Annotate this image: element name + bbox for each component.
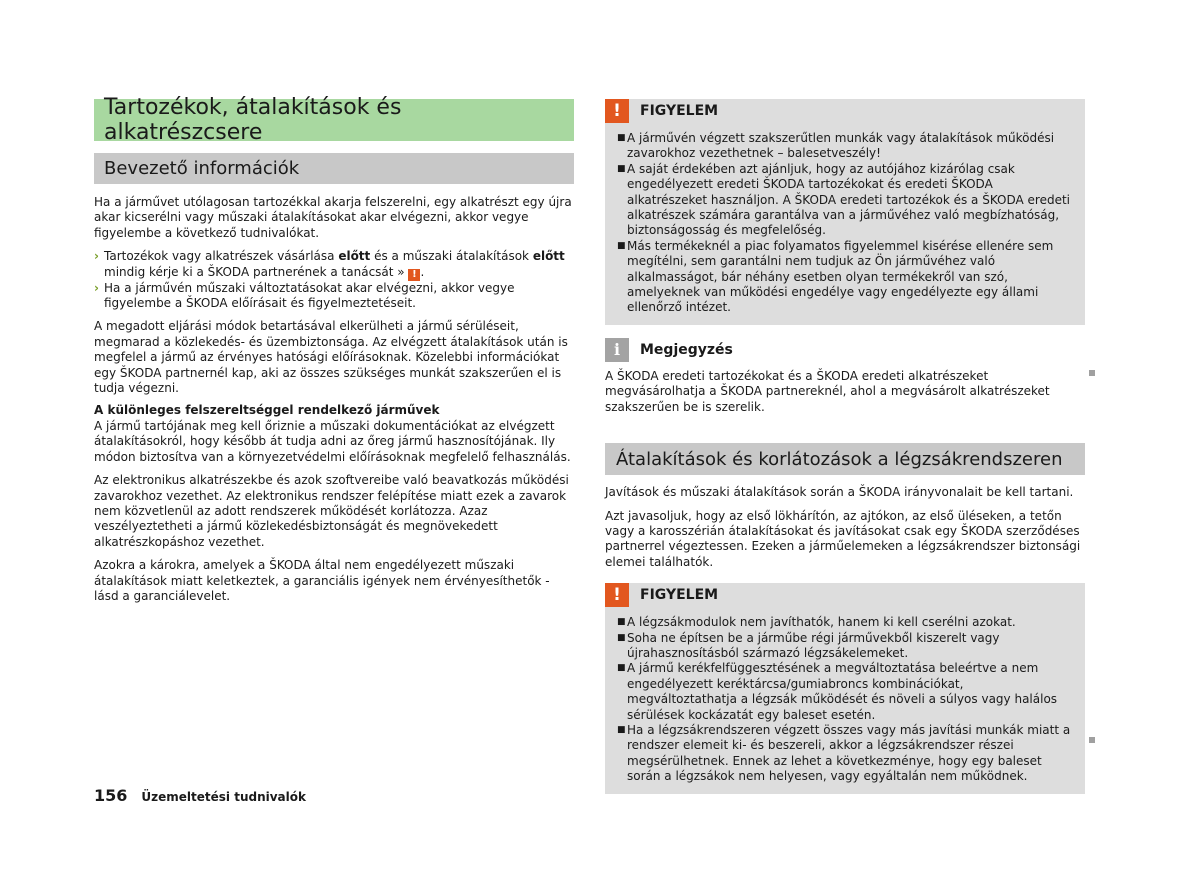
square-bullet-icon: ■ [617,632,626,643]
warning-item-text: A légzsákmodulok nem javíthatók, hanem ki kell cserélni azokat. [627,615,1016,630]
warning-item-text: A saját érdekében azt ajánljuk, hogy az autójához kizárólag csak engedélyezett eredeti ŠKODA tartozékokat és eredeti ŠKODA alkatrészeket használjon. A ŠKODA eredeti tartozékok és a ŠKODA eredeti alkatrészek számára garantálva van a járművéhez való megbízhatóság, biztonságosság és megfelelőség. [627,161,1071,238]
paragraph: Azt javasoljuk, hogy az első lökhárítón, az ajtókon, az első üléseken, a tetőn vagy a karosszérián átalakításokat és javításokat csak egy ŠKODA szerződéses partnerrel végeztessen. Ezeken a járműelemeken a légzsákrendszer biztonsági elemei találhatók. [605,508,1081,569]
right-column [605,99,1085,794]
square-bullet-icon: ■ [617,133,626,143]
advice-text-part: . [420,264,425,279]
warning-item-text: Más termékeknél a piac folyamatos figyelemmel kisérése ellenére sem megítélni, sem garantálni nem tudjuk az Ön járművéhez való alkalmasságot, bár néhány esetben olyan termékekről van szó, amelyeknek van működési engedélye vagy engedélyezte egy állami ellenőrző intézet. [627,238,1054,315]
info-icon: i [605,338,629,362]
advice-item [94,281,574,312]
square-bullet-icon: ■ [617,163,626,174]
advice-emphasis: előtt [338,249,371,264]
advice-item [94,249,574,280]
square-bullet-icon: ■ [617,663,626,674]
note-title: Megjegyzés [640,341,733,358]
paragraph: Az elektronikus alkatrészekbe és azok szoftvereibe való beavatkozás működési zavarokhoz vezethet. Az elektronikus rendszer felépítése miatt ezek a zavarok nem közvetlenül az adott rendszerek működését korlátozza. Azaz veszélyeztetheti a jármű közlekedésbiztonságát és megnövekedett alkatrészkopáshoz vezethet. [94,473,569,549]
note-header [605,338,1085,362]
advice-emphasis: előtt [532,249,565,264]
warning-reference-icon[interactable]: ! [408,269,420,281]
section-heading-airbag [605,443,1085,475]
section-end-marker [1089,737,1095,743]
section-end-marker [1089,370,1095,376]
warning-title: FIGYELEM [640,587,719,604]
advice-text-part: Tartozékok vagy alkatrészek vásárlása [104,249,339,264]
warning-item [617,615,1073,630]
subheading: A különleges felszereltséggel rendelkező járművek [94,403,440,418]
chapter-title [94,95,574,145]
warning-item [617,723,1073,785]
warning-box [605,583,1085,793]
warning-body [605,607,1085,793]
chapter-title-text: Tartozékok, átalakítások és alkatrészcsere [104,95,402,145]
warning-item [617,631,1073,662]
intro-paragraph: Ha a járművet utólagosan tartozékkal akarja felszerelni, egy alkatrészt egy újra akar kicserélni vagy műszaki átalakításokat akar elvégezni, akkor vegye figyelembe a következő tudnivalókat. [94,195,572,240]
warning-item [617,162,1073,239]
page-number: 156 [94,786,128,805]
warning-item [617,239,1073,316]
warning-item [617,661,1073,723]
note-text: A ŠKODA eredeti tartozékokat és a ŠKODA eredeti alkatrészeket megvásárolhatja a ŠKODA partnereknél, ahol a megvásárolt alkatrészeket szakszerűen be is szerelik. [605,368,1050,414]
left-column [94,95,574,604]
section-heading-intro [94,153,574,184]
warning-item-text: Soha ne építsen be a járműbe régi járművekből kiszerelt vagy újrahasznosításból származó légzsákelemeket. [627,630,1000,660]
warning-box-header [605,583,1085,607]
square-bullet-icon: ■ [617,617,626,628]
warning-icon: ! [605,99,629,123]
square-bullet-icon: ■ [617,240,626,251]
warning-item-text: A járművén végzett szakszerűtlen munkák vagy átalakítások működési zavarokhoz vezethetnek – balesetveszély! [627,131,1055,161]
section-heading-intro-text: Bevezető információk [104,158,300,179]
warning-box-header [605,99,1085,123]
paragraph: A jármű tartójának meg kell őriznie a műszaki dokumentációkat az elvégzett átalakításokról, hogy később át tudja adni az őreg jármű hasznosítójának. Ily módon biztosítva van a környezetvédelmi előírásoknak megfelelő felhasználás. [94,418,571,464]
paragraph: A megadott eljárási módok betartásával elkerülheti a jármű sérüléseit, megmarad a közlekedés- és üzembiztonsága. Az elvégzett átalakítások után is megfelel a jármű az érvényes hatósági előírásoknak. Közelebbi információkat egy ŠKODA partnernél kap, aki az összes szükséges munkát szakszerűen el is tudja végezni. [94,319,568,396]
advice-item-text [104,249,574,280]
warning-item-text: Ha a légzsákrendszeren végzett összes vagy más javítási munkák miatt a rendszer elemeit ki- és beszereli, akkor a légzsákrendszer részei megsérülhetnek. Ennek az lehet a következménye, hogy egy baleset során a légzsákok nem helyesen, vagy egyáltalán nem működnek. [627,722,1071,784]
warning-box [605,99,1085,325]
advice-text-part: és a műszaki átalakítások [370,249,533,264]
warning-title: FIGYELEM [640,103,719,119]
note-body [605,369,1085,415]
page-footer [94,786,306,805]
paragraph: Azokra a károkra, amelyek a ŠKODA által nem engedélyezett műszaki átalakítások miatt keletkeztek, a garanciális igények nem érvényesíthetők - lásd a garanciálevelet. [94,558,550,603]
advice-item-text: Ha a járművén műszaki változtatásokat akar elvégezni, akkor vegye figyelembe a ŠKODA előírásait és figyelmeztetéseit. [104,280,515,311]
warning-item-text: A jármű kerékfelfüggesztésének a megváltoztatása beleértve a nem engedélyezett keréktárcsa/gumiabroncs kombinációkat, megváltoztathatja a légzsák működését és növeli a súlyos vagy halálos sérülések kockázatát egy baleset esetén. [627,661,1058,722]
bullet-marker: › [94,249,99,264]
footer-section-label: Üzemeltetési tudnivalók [141,790,306,804]
paragraph: Javítások és műszaki átalakítások során a ŠKODA irányvonalait be kell tartani. [605,485,1074,500]
warning-icon: ! [605,583,629,607]
section-heading-airbag-text: Átalakítások és korlátozások a légzsákrendszeren [616,448,1063,470]
advice-list [94,249,574,311]
warning-item [617,131,1073,162]
warning-body [605,123,1085,325]
bullet-marker: › [94,280,99,295]
square-bullet-icon: ■ [617,724,626,735]
advice-text-part: mindig kérje ki a ŠKODA partnerének a tanácsát » [104,264,409,279]
